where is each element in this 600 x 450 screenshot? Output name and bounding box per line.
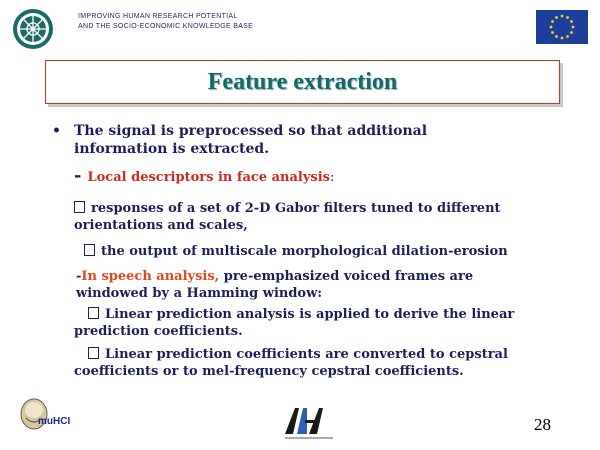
checkbox-glyph-icon [88,307,99,319]
sub2-dash: - [76,269,82,284]
sub2-text: pre-emphasized voiced frames are windowed by a Hamming window: [76,269,474,301]
sub1-colon: : [329,170,335,185]
aia-logo-icon [283,404,335,440]
list-item-linear-prediction [74,306,544,340]
item3-text: Linear prediction analysis is applied to derive the linear prediction coefficients. [74,307,515,339]
muhci-logo-icon [18,396,88,436]
sub2-label: In speech analysis, [81,269,220,284]
list-item-cepstral [74,346,544,380]
title-box [45,60,560,104]
sub1-dash: - [74,165,82,186]
sub1-label: Local descriptors in face analysis [87,170,330,185]
bullet-dot: • [52,123,61,139]
item1-text: responses of a set of 2-D Gabor filters tuned to different orientations and scales, [74,201,501,233]
page-number: 28 [534,415,551,434]
sub-point-face [74,167,334,187]
item2-text: the output of multiscale morphological dilation-erosion [101,244,508,259]
header-line-2: AND THE SOCIO-ECONOMIC KNOWLEDGE BASE [78,23,254,30]
bullet-text: The signal is preprocessed so that additional information is extracted. [74,123,428,157]
slide-title: Feature extraction [207,68,398,95]
header-text [78,12,253,32]
header-line-1: IMPROVING HUMAN RESEARCH POTENTIAL [78,13,238,20]
institution-logo-icon [12,8,54,50]
list-item-gabor [74,200,514,234]
muhci-logo-text: muHCI [38,416,71,427]
item4-text: Linear prediction coefficients are converted to cepstral coefficients or to mel-frequency cepstral coefficients. [74,347,508,379]
checkbox-glyph-icon [88,347,99,359]
sub-point-speech [76,268,546,302]
eu-flag-icon [536,10,588,44]
checkbox-glyph-icon [74,201,85,213]
list-item-morphological [84,243,524,260]
checkbox-glyph-icon [84,244,95,256]
